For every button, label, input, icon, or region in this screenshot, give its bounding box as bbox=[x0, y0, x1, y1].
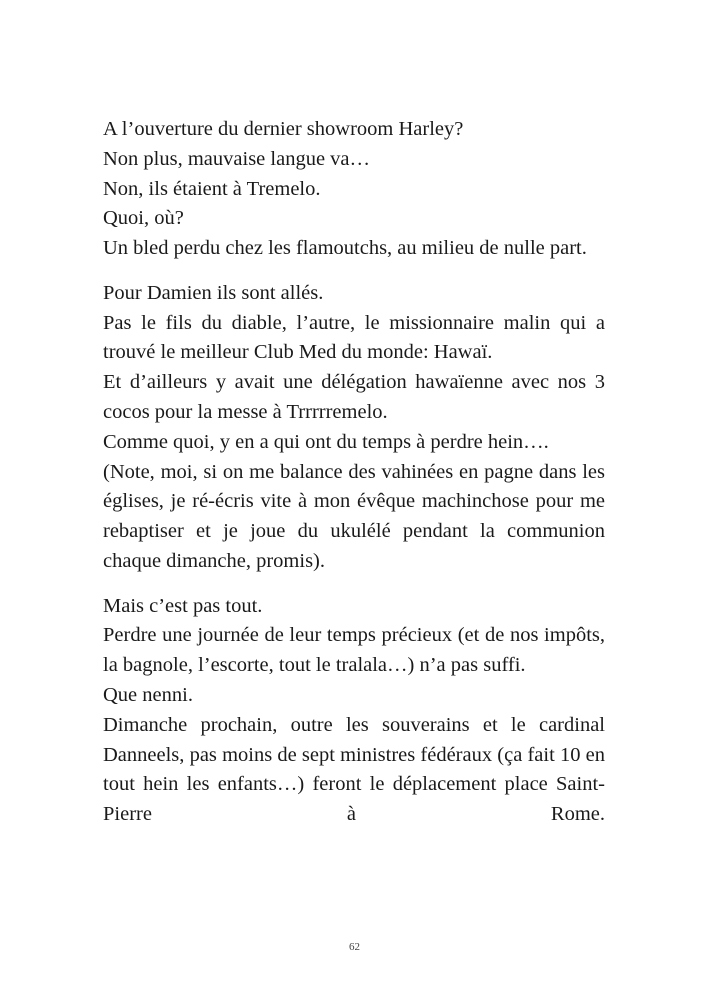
text-line: Pour Damien ils sont allés. bbox=[103, 281, 324, 304]
text-line: Et d’ailleurs y avait une délégation hawaïenne avec nos 3 cocos pour la messe à Trrrrremelo. bbox=[103, 371, 605, 423]
paragraph-3 bbox=[103, 592, 605, 830]
text-line: Pas le fils du diable, l’autre, le missionnaire malin qui a trouvé le meilleur Club Med du monde: Hawaï. bbox=[103, 311, 605, 364]
page-number: 62 bbox=[349, 941, 360, 953]
text-line: Perdre une journée de leur temps précieux (et de nos impôts, la bagnole, l’escorte, tout le tralala…) n’a pas suffi. bbox=[103, 624, 605, 677]
text-line: Un bled perdu chez les flamoutchs, au milieu de nulle part. bbox=[103, 237, 587, 260]
text-line: Que nenni. bbox=[103, 683, 193, 706]
paragraph-2 bbox=[103, 279, 605, 577]
text-line: (Note, moi, si on me balance des vahinées en pagne dans les églises, je ré-écris vite à mon évêque machinchose pour me rebaptiser et je joue du ukulélé pendant la communion chaque dimanche, promis). bbox=[103, 460, 605, 572]
text-line: Quoi, où? bbox=[103, 207, 184, 230]
text-line: Dimanche prochain, outre les souverains et le cardinal Danneels, pas moins de sept ministres fédéraux (ça fait 10 en tout hein les enfants…) feront le déplacement place Saint-Pierre à Rome. bbox=[103, 713, 605, 826]
text-line: A l’ouverture du dernier showroom Harley? bbox=[103, 118, 464, 140]
text-line: Non plus, mauvaise langue va… bbox=[103, 147, 371, 170]
page-body bbox=[103, 115, 605, 845]
text-line: Mais c’est pas tout. bbox=[103, 594, 263, 617]
text-line: Comme quoi, y en a qui ont du temps à perdre hein…. bbox=[103, 430, 549, 453]
paragraph-1 bbox=[103, 115, 605, 264]
text-line: Non, ils étaient à Tremelo. bbox=[103, 177, 321, 200]
